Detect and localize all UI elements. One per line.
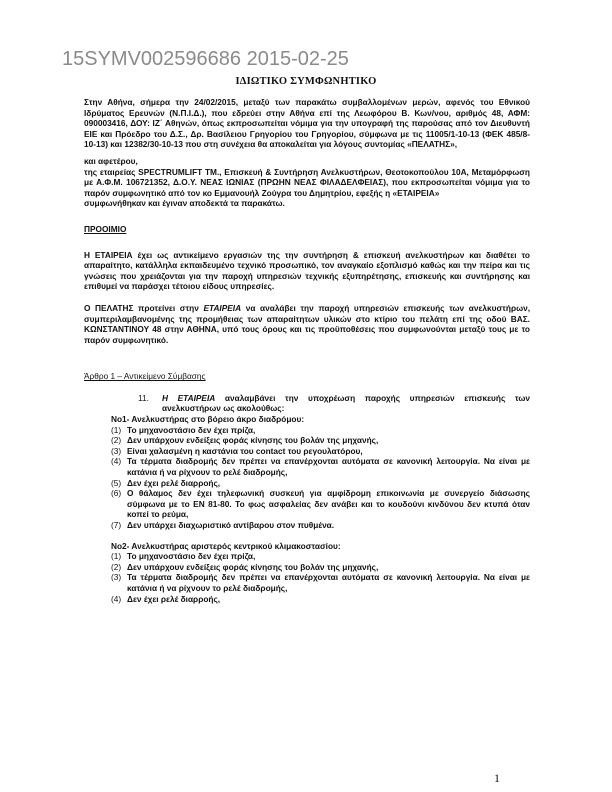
- page-number: 1: [494, 771, 500, 785]
- list-item: [111, 446, 530, 457]
- item-text: Δεν υπάρχουν ενδείξεις φοράς κίνησης του βολάν της μηχανής,: [127, 435, 379, 446]
- list-item: [111, 425, 530, 436]
- lift2-section: [111, 541, 530, 605]
- watermark-stamp: 15SYMV002596686 2015-02-25: [62, 48, 349, 70]
- list-item: [111, 594, 530, 605]
- list-item: [111, 478, 530, 489]
- list-item: [111, 572, 530, 593]
- and-other-line: και αφετέρου,: [84, 155, 138, 166]
- item-number: (3): [111, 445, 122, 456]
- clause-text: αναλαμβάνει την υποχρέωση παροχής υπηρεσιών επισκευής των ανελκυστήρων ως ακολούθως:: [162, 392, 530, 414]
- item-text: Δεν έχει ρελέ διαρροής,: [127, 593, 221, 604]
- list-item: [111, 562, 530, 573]
- agreed-line: συμφωνήθηκαν και έγιναν αποδεκτά τα παρακάτω.: [84, 198, 285, 209]
- text: να αναλάβει την παροχή υπηρεσιών επισκευής των ανελκυστήρων, συμπεριλαμβανομένης της προμήθειας των απαραίτητων υλικών στο κτίριο του πελάτη επί της οδού ΒΑΣ. ΚΩΝΣΤΑΝΤΙΝΟΥ 48 στην ΑΘΗΝΑ, υπό τους όρους και τις προϋποθέσεις που συμφωνούνται μεταξύ τους με το παρόν συμφωνητικό.: [84, 302, 531, 345]
- emphasis: Η ΕΤΑΙΡΕΙΑ: [162, 392, 216, 403]
- list-item: [111, 435, 530, 446]
- article1-heading: Άρθρο 1 – Αντικείμενο Σύμβασης: [84, 371, 206, 382]
- document-title: ΙΔΙΩΤΙΚΟ ΣΥΜΦΩΝΗΤΙΚΟ: [235, 76, 377, 87]
- item-text: Το μηχανοστάσιο δεν έχει πρίζα,: [127, 551, 256, 562]
- list-item: [111, 456, 530, 477]
- company-paragraph: της εταιρείας SPECTRUMLIFT TM., Επισκευή & Συντήρηση Ανελκυστήρων, Θεοτοκοπούλου 10Α, Μεταμόρφωση με Α.Φ.Μ. 106721352, Δ.Ο.Υ. ΝΕΑΣ ΙΩΝΙΑΣ (ΠΡΩΗΝ ΝΕΑΣ ΦΙΛΑΔΕΛΦΕΙΑΣ), που εκπροσωπείται νόμιμα για το παρόν συμφωνητικό από τον κο Εμμανουήλ Ζούγρα του Δημητρίου, εφεξής η «ΕΤΑΙΡΕΙΑ»: [84, 166, 530, 198]
- preamble-heading: ΠΡΟΟΙΜΙΟ: [84, 223, 127, 234]
- item-text: Ο θάλαμος δεν έχει τηλεφωνική συσκευή για αμφίδρομη επικοινωνία με συνεργείο διάσωσης σύμφωνα με το EN 81-80. Το φως ασφαλείας δεν ανάβει και το κουδούνι κινδύνου δεν κτυπά όταν κοπεί το ρεύμα,: [127, 488, 530, 520]
- company-section: [84, 156, 530, 209]
- text: Ο ΠΕΛΑΤΗΣ προτείνει στην: [84, 302, 204, 313]
- item-text: Είναι χαλασμένη η καστάνια του contact του ρεγουλατόρου,: [127, 445, 363, 456]
- preamble-paragraph-2: [84, 303, 530, 345]
- lift1-section: [111, 414, 530, 531]
- lift2-heading: Νο2- Ανελκυστήρας αριστερός κεντρικού κλιμακοστασίου:: [111, 540, 341, 551]
- item-number: (6): [111, 488, 122, 499]
- preamble-paragraph-1: Η ΕΤΑΙΡΕΙΑ έχει ως αντικείμενο εργασιών της την συντήρηση & επισκευή ανελκυστήρων και διαθέτει το απαραίτητο, κατάλληλα εκπαιδευμένο τεχνικό προσωπικό, τον αναγκαίο εξοπλισμό καθώς και την πείρα και τις γνώσεις που χρειάζονται για την παροχή υπηρεσιών τεχνικής εξυπηρέτησης, επισκευής και συντήρησης και επιθυμεί να παράσχει τέτοιου είδους υπηρεσίες.: [84, 249, 530, 292]
- item-text: Το μηχανοστάσιο δεν έχει πρίζα,: [127, 424, 256, 435]
- intro-paragraph: Στην Αθήνα, σήμερα την 24/02/2015, μεταξύ των παρακάτω συμβαλλομένων μερών, αφενός του Εθνικού Ιδρύματος Ερευνών (Ν.Π.Ι.Δ.), που εδρεύει στην Αθήνα επί της Λεωφόρου Β. Κων/νου, αριθμός 48, ΑΦΜ: 090003416, ΔΟΥ: ΙΖ΄ Αθηνών, όπως εκπροσωπείται νόμιμα για την υπογραφή της παρούσας από τον Διευθυντή ΕΙΕ και Πρόεδρο του Δ.Σ., Δρ. Βασίλειου Γρηγορίου του Γρηγορίου, σύμφωνα με τις 11005/1-10-13 (ΦΕΚ 485/8-10-13) και 12382/30-10-13 που στη συνέχεια θα αποκαλείται για λόγους συντομίας «ΠΕΛΑΤΗΣ»,: [84, 97, 530, 150]
- list-item: [111, 551, 530, 562]
- item-text: Δεν υπάρχουν ενδείξεις φοράς κίνησης του βολάν της μηχανής,: [127, 561, 379, 572]
- document-body: [84, 97, 530, 604]
- lift1-heading: Νο1- Ανελκυστήρας στο βόρειο άκρο διαδρόμου:: [111, 414, 305, 425]
- item-number: (2): [111, 435, 122, 446]
- item-number: (5): [111, 477, 122, 488]
- clause-11: [138, 393, 530, 414]
- item-number: (1): [111, 551, 122, 562]
- list-item: [111, 520, 530, 531]
- item-text: Δεν έχει ρελέ διαρροής,: [127, 477, 221, 488]
- item-text: Τα τέρματα διαδρομής δεν πρέπει να επανέρχονται αυτόματα σε κανονική λειτουργία. Να είναι με κατάνια ή να ρίχνουν το ρελέ διαδρομής,: [127, 572, 530, 593]
- item-text: Τα τέρματα διαδρομής δεν πρέπει να επανέρχονται αυτόματα σε κανονική λειτουργία. Να είναι με κατάνια ή να ρίχνουν το ρελέ διαδρομής,: [127, 456, 530, 478]
- item-number: (7): [111, 520, 122, 530]
- item-number: (1): [111, 424, 122, 435]
- item-text: Δεν υπάρχει διαχωριστικό αντίβαρου στον πυθμένα.: [127, 520, 335, 530]
- emphasis: ΕΤΑΙΡΕΙΑ: [203, 302, 242, 313]
- item-number: (2): [111, 561, 122, 572]
- item-number: (3): [111, 572, 122, 583]
- clause-number: 11.: [138, 392, 149, 403]
- item-number: (4): [111, 456, 122, 467]
- list-item: [111, 488, 530, 520]
- item-number: (4): [111, 593, 122, 604]
